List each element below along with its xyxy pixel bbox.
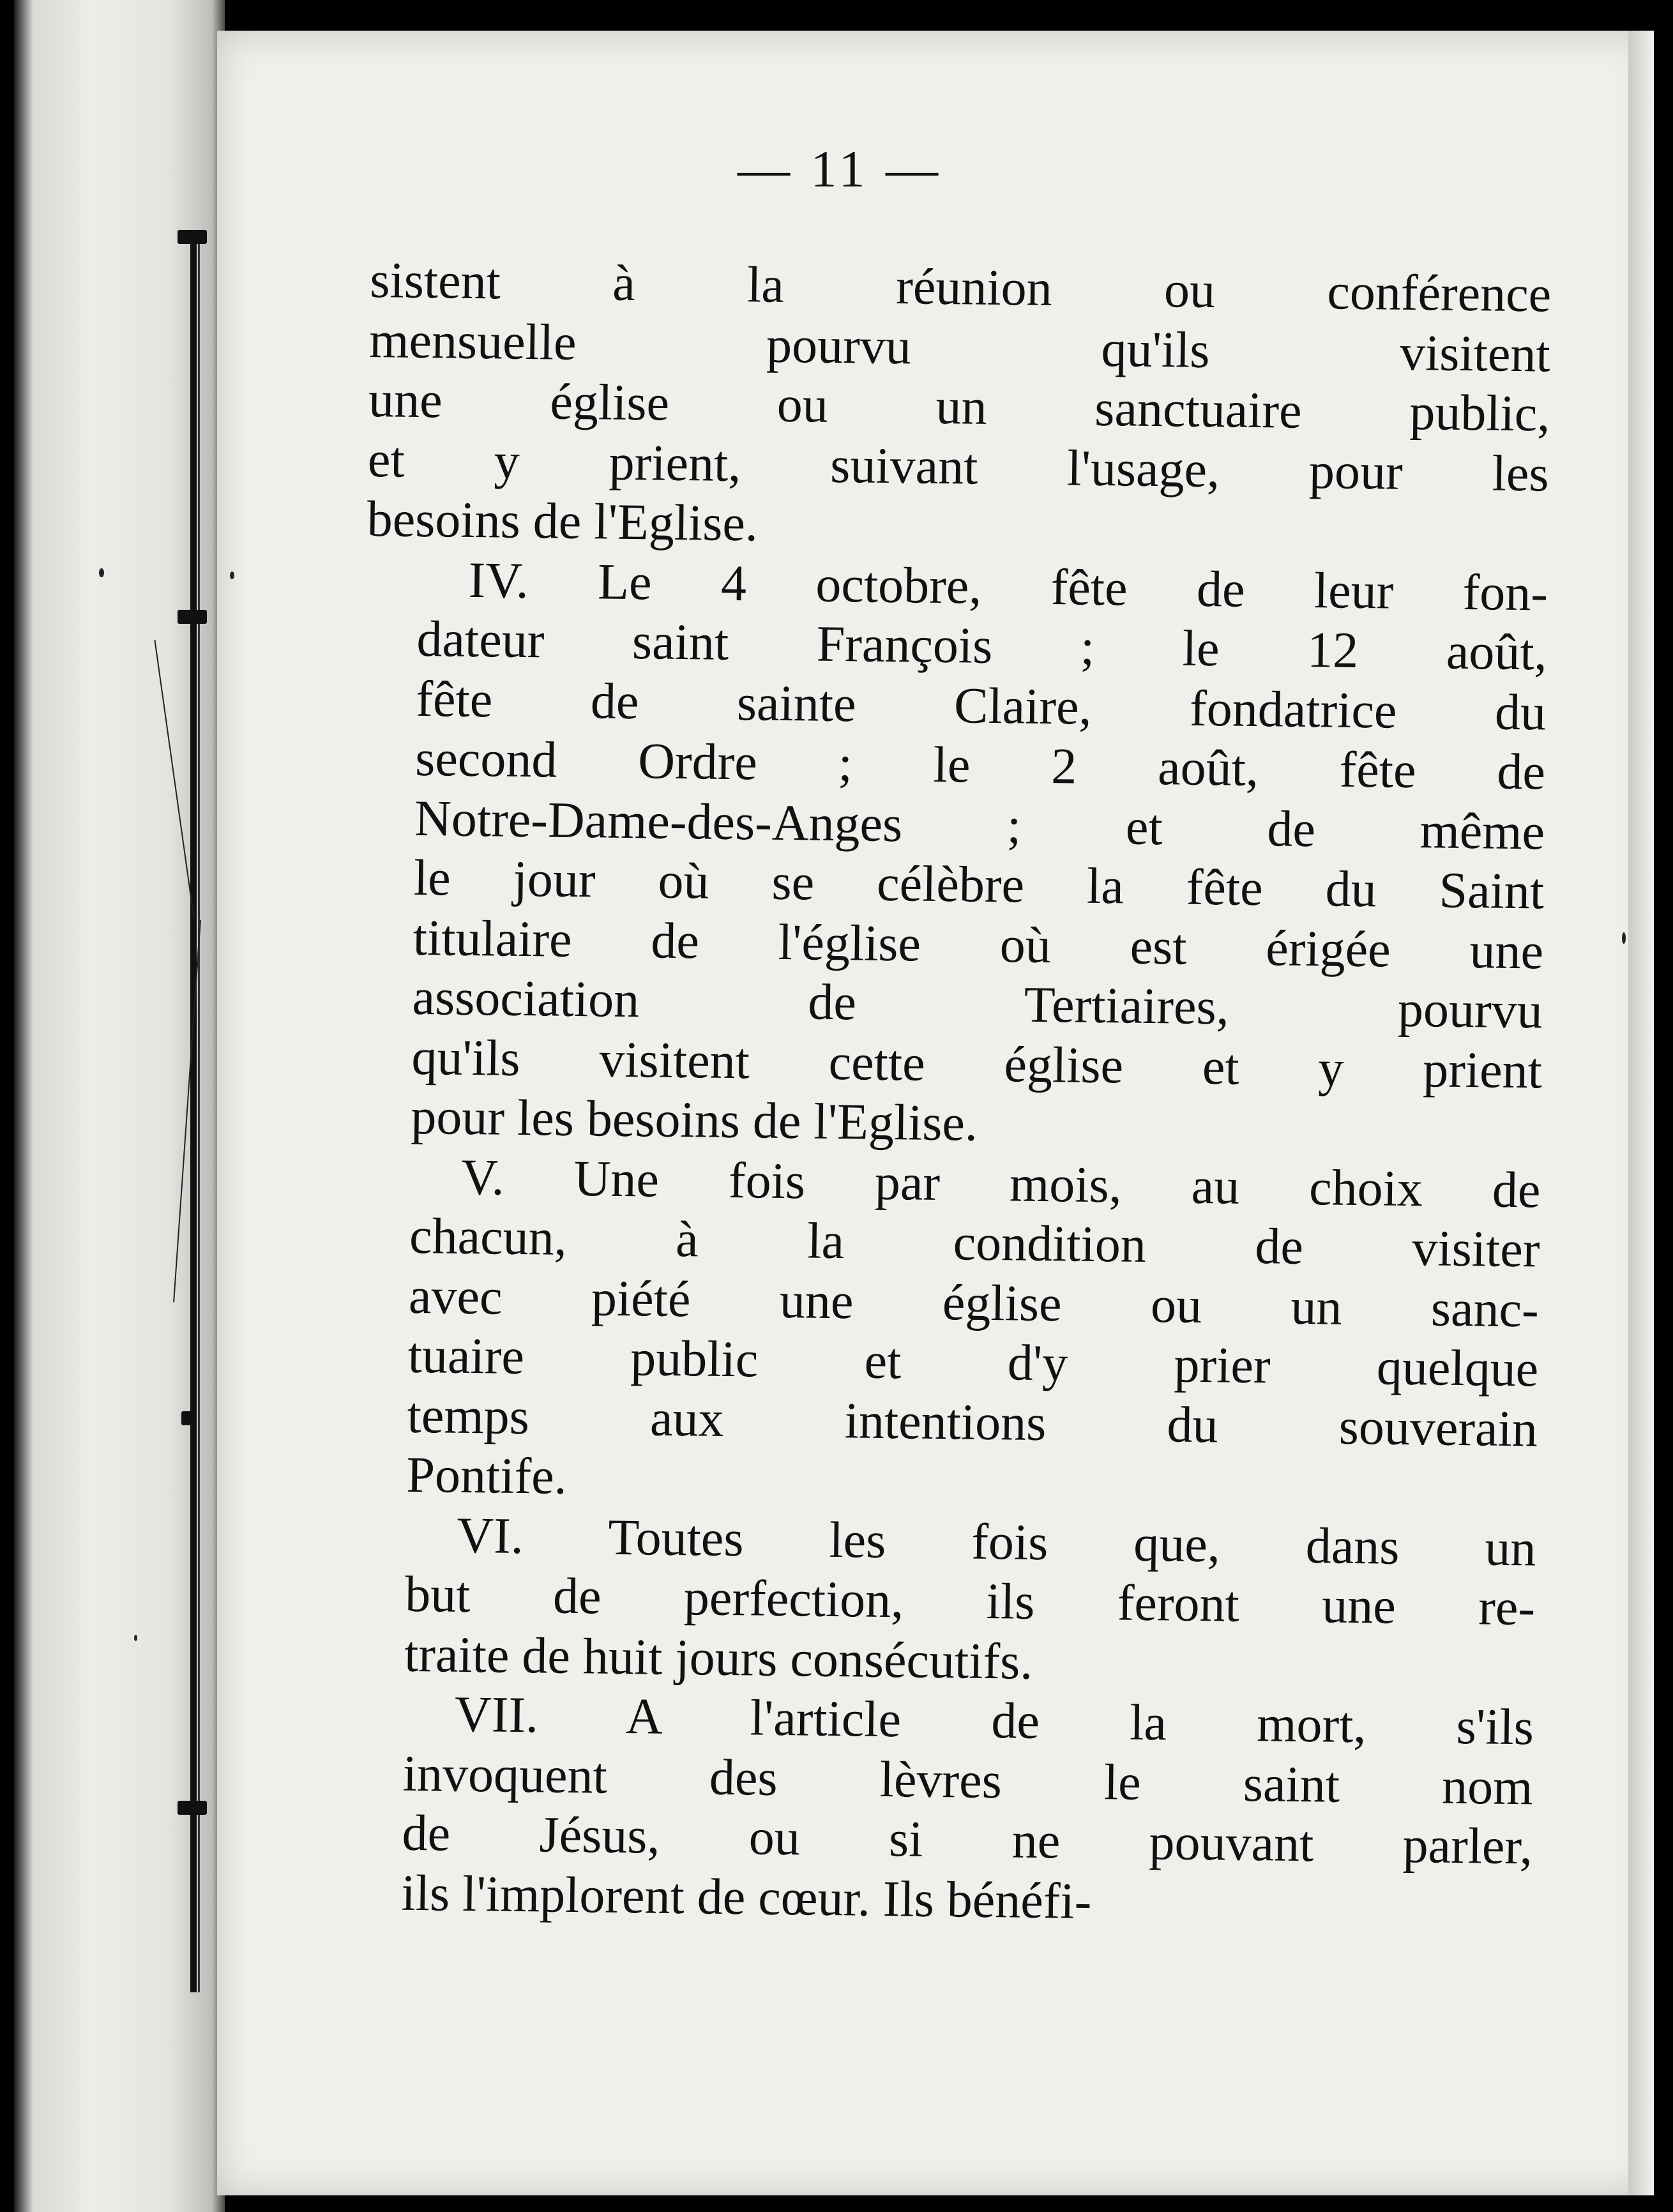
text-line: Notre-Dame-des-Anges ; et de même (414, 790, 1545, 861)
text-line: qu'ils visitent cette église et y prient (411, 1029, 1543, 1100)
text-line: invoquent des lèvres le saint nom (402, 1745, 1533, 1815)
binding-notch-upper (178, 610, 207, 624)
text-line: IV. Le 4 octobre, fête de leur fon- (468, 552, 1548, 622)
body-text (350, 251, 1552, 1937)
text-line: pour les besoins de l'Eglise. (410, 1088, 978, 1152)
text-line: ils l'implorent de cœur. Ils bénéfi- (401, 1865, 1092, 1930)
text-line: traite de huit jours consécutifs. (404, 1626, 1033, 1690)
text-line: sistent à la réunion ou conférence (369, 252, 1552, 323)
text-line: Pontife. (406, 1446, 568, 1505)
page-edge (1628, 31, 1654, 2195)
binding-stitch (154, 640, 194, 918)
text-line: chacun, à la condition de visiter (409, 1208, 1540, 1278)
text-line: fête de sainte Claire, fondatrice du (415, 670, 1547, 741)
binding-notch-lower (181, 1411, 197, 1425)
text-line: VI. Toutes les fois que, dans un (456, 1507, 1536, 1577)
text-line: le jour où se célèbre la fête du Saint (413, 849, 1545, 920)
text-line: dateur saint François ; le 12 août, (416, 610, 1548, 681)
text-line: second Ordre ; le 2 août, fête de (414, 730, 1546, 801)
text-line: besoins de l'Eglise. (367, 490, 759, 552)
book-page (217, 31, 1654, 2195)
binding-notch-bottom (178, 1801, 207, 1815)
binding-line (190, 230, 197, 1992)
text-line: avec piété une église ou un sanc- (408, 1268, 1540, 1338)
binding-line-inner (198, 230, 200, 1992)
text-line: but de perfection, ils feront une re- (404, 1566, 1536, 1637)
text-line: V. Une fois par mois, au choix de (460, 1149, 1541, 1218)
paragraph (360, 549, 1548, 1161)
paragraph (353, 1504, 1536, 1698)
text-line: et y prient, suivant l'usage, pour les (367, 431, 1550, 503)
paragraph (350, 1684, 1534, 1937)
text-line: mensuelle pourvu qu'ils visitent (368, 312, 1551, 383)
text-line: temps aux intentions du souverain (407, 1387, 1538, 1457)
text-line: VII. A l'article de la mort, s'ils (454, 1686, 1534, 1756)
paragraph (355, 1146, 1541, 1519)
text-line: de Jésus, ou si ne pouvant parler, (402, 1805, 1533, 1875)
page-number: — 11 — (738, 140, 942, 198)
text-line: titulaire de l'église où est érigée une (413, 909, 1544, 980)
text-line: tuaire public et d'y prier quelque (407, 1327, 1539, 1398)
left-page-strip (14, 0, 225, 2212)
binding-notch-top (178, 230, 207, 244)
binding-stitch-lower (173, 920, 201, 1303)
text-line: une église ou un sanctuaire public, (368, 371, 1550, 443)
paragraph (367, 251, 1552, 564)
text-line: association de Tertiaires, pourvu (412, 969, 1543, 1040)
